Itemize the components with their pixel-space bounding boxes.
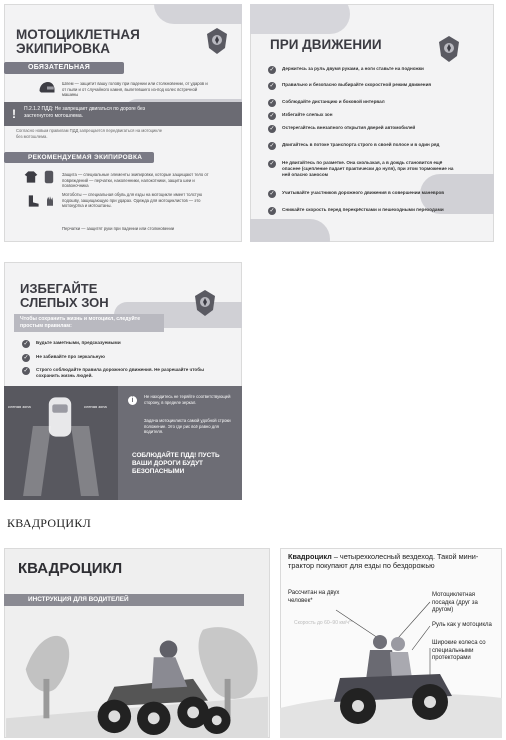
decor-shape — [154, 4, 242, 24]
list-item: ✓ Двигайтесь в потоке транспорта строго в своей полосе и в один ряд — [269, 142, 440, 149]
slogan: СОБЛЮДАЙТЕ ПДД! ПУСТЬ ВАШИ ДОРОГИ БУДУТ БЕЗОПАСНЫМИ — [132, 452, 220, 475]
warning-text: П.2.1.2 ПДД: Не запрещает двигаться по дороге без застегнутого мотошлема. — [24, 106, 145, 119]
check-icon: ✓ — [269, 126, 275, 132]
list-item: ✓ Не забивайте про зеркальную — [23, 354, 105, 361]
check-icon: ✓ — [269, 83, 275, 89]
check-icon: ✓ — [269, 208, 275, 214]
card4-banner: ИНСТРУКЦИЯ ДЛЯ ВОДИТЕЛЕЙ — [4, 594, 244, 606]
check-icon: ✓ — [269, 143, 275, 149]
gloves-text: Перчатки — защитят руки при падении или столкновении — [62, 226, 175, 231]
card-while-driving — [250, 4, 494, 242]
zone-label-right: слепая зона — [84, 404, 107, 409]
tip-1: Не находитесь не теряйте соответствующей сторону, в пределе зеркал. — [144, 394, 231, 405]
car-icon — [46, 396, 74, 438]
label-handlebar: Руль как у мотоцикла — [432, 622, 492, 628]
list-item: ✓ Строго соблюдайте правила дорожного движения. Не разрешайте чтобы сохранить жизнь людей. — [23, 367, 205, 379]
info-icon: i — [128, 396, 137, 405]
tips-block — [118, 386, 242, 500]
blind-zone-right — [71, 426, 99, 496]
card3-title: ИЗБЕГАЙТЕ СЛЕПЫХ ЗОН — [20, 281, 109, 310]
label-two-people: Рассчитан на двух человек* — [288, 590, 340, 604]
label-wheels: Широкие колеса со специальными протекторами — [432, 640, 486, 661]
card1-title: МОТОЦИКЛЕТНАЯ ЭКИПИРОВКА — [16, 27, 140, 57]
jacket-icon — [24, 170, 38, 184]
card-quad-diagram — [280, 548, 502, 738]
glove-icon — [44, 194, 56, 208]
card5-intro: Квадроцикл – четырехколесный вездеход. Такой мини-трактор покупают для езды по бездорожью — [288, 552, 479, 571]
zone-label-left: слепая зона — [8, 404, 31, 409]
boots-icon — [26, 194, 40, 208]
list-item: ✓ Избегайте слепых зон — [269, 112, 333, 119]
check-icon: ✓ — [23, 341, 29, 347]
list-item: ✓ Не двигайтесь по разметке. Она скользкая, а в дождь становится ещё опаснее (сцепление падает практически до нуля), при этом торможение на ней опасно заносом — [269, 160, 454, 178]
card2-title: ПРИ ДВИЖЕНИИ — [270, 37, 382, 52]
banner-required: ОБЯЗАТЕЛЬНАЯ — [4, 62, 124, 74]
faded-spec: Скорость до 60–90 км/ч** — [294, 620, 353, 626]
helmet-text: Шлем — защитит вашу голову при падении или столкновении, от ударов и от пыли и от случайного камня, вылетевшего из-под колес встречной машины — [62, 81, 208, 98]
check-icon: ✓ — [23, 355, 29, 361]
check-icon: ✓ — [269, 67, 275, 73]
card-avoid-blind-spots — [4, 262, 242, 500]
check-icon: ✓ — [269, 161, 275, 167]
check-icon: ✓ — [269, 191, 275, 197]
police-emblem-icon — [192, 288, 218, 318]
helmet-icon — [38, 80, 56, 96]
card-motorcycle-gear — [4, 4, 242, 242]
list-item: ✓ Правильно и безопасно выбирайте скоростной режим движения — [269, 82, 432, 89]
section-heading-quad: КВАДРОЦИКЛ — [7, 516, 92, 530]
decor-shape — [250, 219, 330, 242]
police-emblem-icon — [204, 26, 230, 56]
check-icon: ✓ — [23, 368, 29, 374]
list-item: ✓ Остерегайтесь внезапного открытия дверей автомобилей — [269, 125, 416, 132]
label-landing: Мотоциклетная посадка (друг за другом) — [432, 592, 478, 613]
list-item: ✓ Учитывайте участников дорожного движения в совершении маневров — [269, 190, 445, 197]
list-item: ✓ Держитесь за руль двумя руками, а ноги ставьте на подножки — [269, 66, 424, 73]
list-item: ✓ Соблюдайте дистанцию и боковой интервал — [269, 99, 385, 106]
card3-intro: Чтобы сохранить жизнь и мотоцикл, следуйте простым правилам: — [20, 316, 141, 330]
card4-title: КВАДРОЦИКЛ — [18, 560, 123, 577]
police-emblem-icon — [436, 34, 462, 64]
suit-text: Мотоботы — специальная обувь для езды на мотоцикле имеет толстую подошву, защищающую при ударах. Одежда для мотоциклистов — это мотокуртка и мотоштаны. — [62, 192, 203, 209]
blind-zone-left — [23, 426, 51, 496]
tip-2: Задача мотоциклиста самой удобной строки положение. Это где рис всё равно для водителя. — [144, 418, 231, 435]
check-icon: ✓ — [269, 100, 275, 106]
protection-text: Защита — специальные элементы экипировки, которые защищают тело от повреждений — перчатки, наколенники, налокотники, защита шеи и позвоночника — [62, 172, 209, 189]
check-icon: ✓ — [269, 113, 275, 119]
list-item: ✓ Будьте заметными, предсказуемыми — [23, 340, 121, 347]
quad-two-riders-illustration — [280, 598, 502, 738]
banner-recommended: РЕКОМЕНДУЕМАЯ ЭКИПИРОВКА — [4, 152, 154, 163]
list-item: ✓ Снижайте скорость перед перекрёстками и пешеходными переходами — [269, 207, 444, 214]
decor-shape — [250, 4, 350, 34]
road-illustration — [4, 386, 118, 500]
card-quad-cover — [4, 548, 270, 738]
protection-icon — [42, 170, 56, 184]
warning-icon: ! — [12, 107, 16, 121]
quad-rider-illustration — [4, 610, 270, 738]
note-text: Согласно новым правилам ПДД запрещается передвигаться на мотоцикле без мотошлема. — [16, 128, 163, 139]
